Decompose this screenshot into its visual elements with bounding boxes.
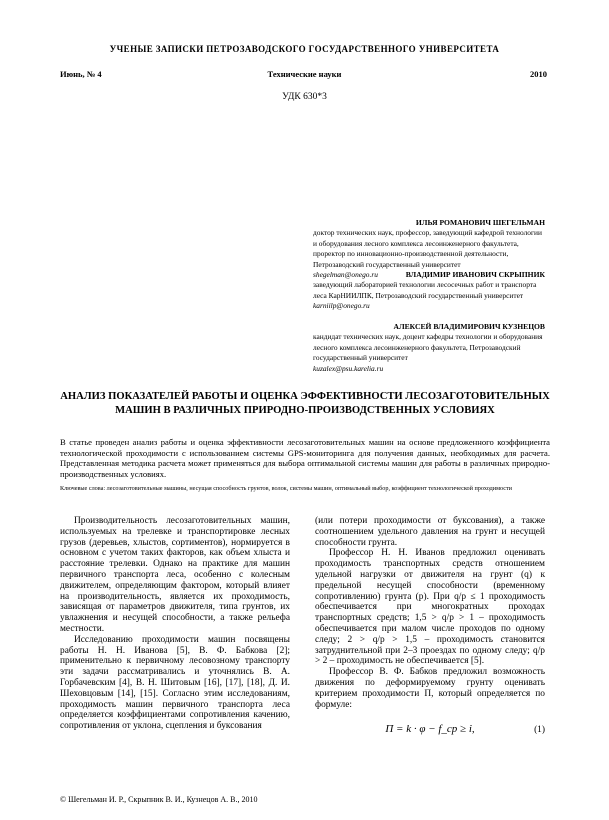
body-paragraph: Профессор В. Ф. Бабков предложил возможность движения по деформируемому грунту оценивать критерием проходимости П, который определяется по формуле: bbox=[315, 667, 545, 710]
body-column-left bbox=[60, 516, 290, 732]
journal-title: УЧЕНЫЕ ЗАПИСКИ ПЕТРОЗАВОДСКОГО ГОСУДАРСТВЕННОГО УНИВЕРСИТЕТА bbox=[109, 44, 500, 54]
body-paragraph: (или потери проходимости от буксования), а также соотношением удельного давления на грунт и несущей способности грунта. bbox=[315, 516, 545, 548]
author-email[interactable]: karniilp@onego.ru bbox=[313, 301, 370, 311]
author-affiliation: кандидат технических наук, доцент кафедры технологии и оборудования лесного комплекса лесоинженерного факультета, Петрозаводский государственный университет bbox=[313, 332, 543, 363]
body-paragraph: Производительность лесозаготовительных машин, используемых на трелевке и транспортировке лесных грузов (деревьев, хлыстов, сортиментов), нормируется в основном с учетом таких факторов, как объем хлыста и расстояние трелевки. Однако на практике для машин первичного транспорта леса, особенно с колесным движителем, определяющим фактором, который влияет на производительность, является их проходимость, зависящая от параметров движителя, типа грунтов, их увлажнения и несущей способности, а также рельефа местности. bbox=[60, 516, 290, 634]
author-name: ВЛАДИМИР ИВАНОВИЧ СКРЫПНИК bbox=[405, 270, 545, 279]
body-column-right bbox=[315, 516, 545, 740]
article-title: АНАЛИЗ ПОКАЗАТЕЛЕЙ РАБОТЫ И ОЦЕНКА ЭФФЕКТИВНОСТИ ЛЕСОЗАГОТОВИТЕЛЬНЫХ МАШИН В РАЗЛИЧНЫХ ПРИРОДНО-ПРОИЗВОДСТВЕННЫХ УСЛОВИЯХ bbox=[60, 391, 550, 416]
formula-number: (1) bbox=[534, 725, 545, 736]
author-name: ИЛЬЯ РОМАНОВИЧ ШЕГЕЛЬМАН bbox=[415, 218, 545, 227]
issue-label: Июнь, № 4 bbox=[60, 69, 102, 79]
author-affiliation: доктор технических наук, профессор, заведующий кафедрой технологии и оборудования лесного комплекса лесоинженерного факультета, проректор по инновационно-производственной деятельности, Петрозаводский государственный университет bbox=[313, 228, 542, 269]
formula-text: П = k · φ − f_cp ≥ i, bbox=[385, 723, 475, 736]
year-label: 2010 bbox=[530, 69, 547, 79]
body-paragraph: Профессор Н. Н. Иванов предложил оценивать проходимость транспортных средств отношением удельной нагрузки от движителя на грунт (q) к предельной несущей способности (временному сопротивлению) грунта (p). При q/p ≤ 1 проходимость обеспечивается при многократных проходах транспортных средств; 1,5 > q/p > 1 – проходимость обеспечивается при малом числе проходов по одному следу; 2 > q/p > 1,5 – проходимость становится затруднительной при 2–3 проездах по одному следу; q/p > 2 – проходимость не обеспечивается [5]. bbox=[315, 548, 545, 667]
udk-code: УДК 630*3 bbox=[282, 92, 327, 102]
abstract: В статье проведен анализ работы и оценка эффективности лесозаготовительных машин на основе предложенного коэффициента технологической проходимости с использованием системы GPS-мониторинга для получения данных, необходимых для расчета. Представленная методика расчета может применяться для выбора оптимальной системы машин для работы в различных природно-производственных условиях. bbox=[60, 437, 550, 479]
author-block-3 bbox=[313, 322, 545, 374]
copyright: © Шегельман И. Р., Скрыпник В. И., Кузнецов А. В., 2010 bbox=[60, 795, 258, 804]
keywords: Ключевые слова: лесозаготовительные машины, несущая способность грунтов, волок, системы машин, оптимальный выбор, коэффициент технологической проходимости bbox=[60, 485, 512, 492]
formula bbox=[315, 724, 545, 740]
author-block-2 bbox=[313, 270, 545, 312]
author-email[interactable]: shegelman@onego.ru bbox=[313, 270, 378, 280]
body-paragraph: Исследованию проходимости машин посвящены работы Н. Н. Иванова [5], В. Ф. Бабкова [2]; применительно к первичному лесовозному транспорту эти задачи рассматривались и уточнялись В. А. Горбачевским [4], В. Н. Шитовым [16], [17], [18], Д. И. Шеховцовым [14], [15]. Согласно этим исследованиям, проходимость машин первичного транспорта леса определяется коэффициентами сопротивления качению, сопротивления от уклона, сцепления и буксования bbox=[60, 634, 290, 732]
author-email[interactable]: kuzalex@psu.karelia.ru bbox=[313, 363, 384, 373]
author-affiliation: заведующий лабораторией технологии лесосечных работ и транспорта леса КарНИИЛПК, Петрозаводский государственный университет bbox=[313, 280, 537, 300]
author-name: АЛЕКСЕЙ ВЛАДИМИРОВИЧ КУЗНЕЦОВ bbox=[393, 322, 545, 331]
section-label: Технические науки bbox=[267, 69, 342, 79]
